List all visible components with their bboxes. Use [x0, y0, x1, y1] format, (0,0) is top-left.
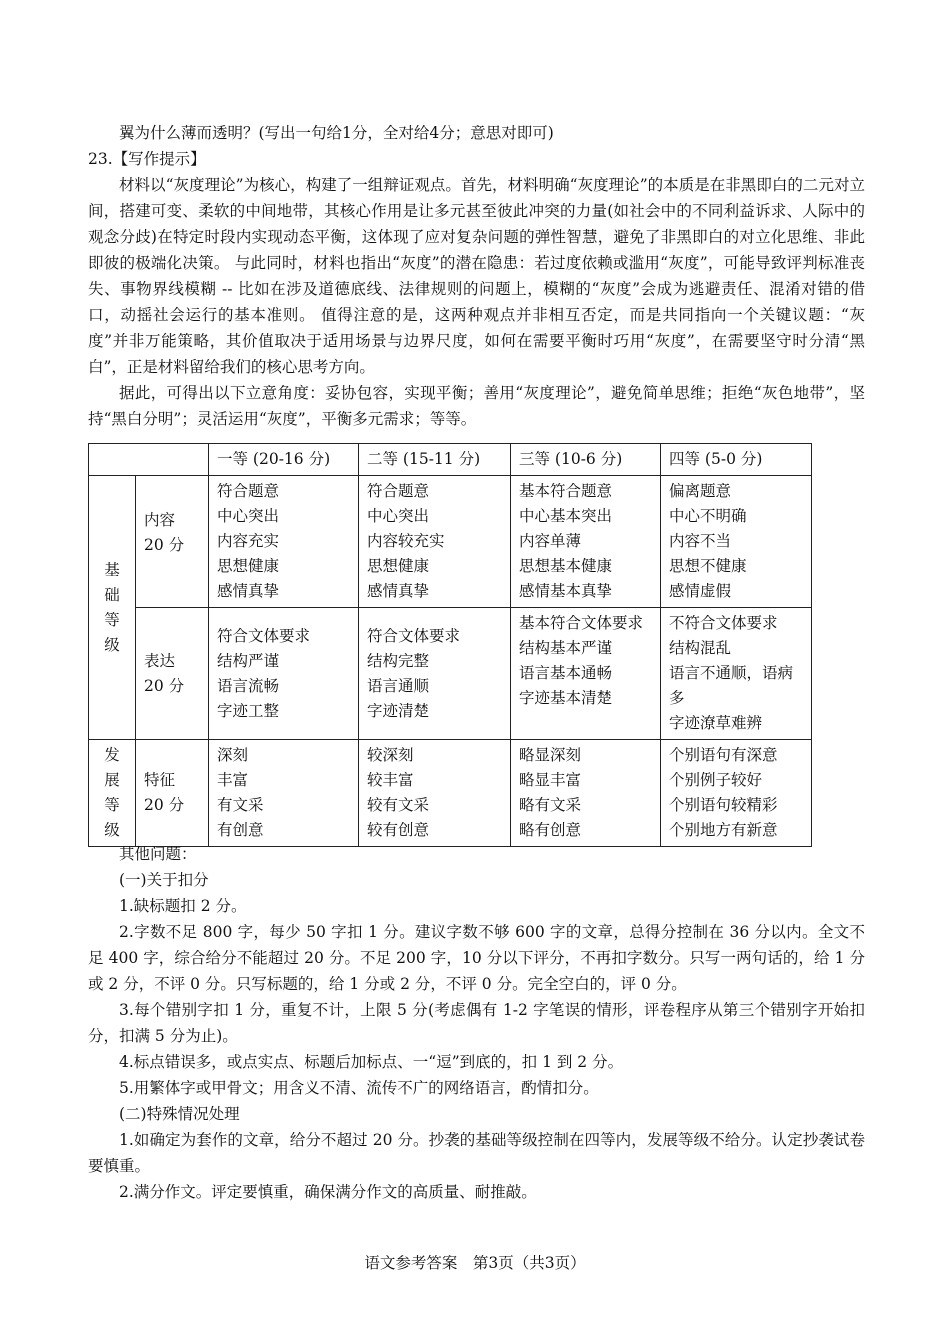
header-cell: 四等 (5-0 分): [661, 444, 812, 476]
table-cell: 基本符合文体要求 结构基本严谨 语言基本通畅 字迹基本清楚: [511, 608, 661, 740]
table-cell: 符合题意 中心突出 内容较充实 思想健康 感情真挚: [359, 476, 511, 608]
table-cell: 符合文体要求 结构完整 语言通顺 字迹清楚: [359, 608, 511, 740]
table-row: [89, 476, 812, 608]
table-header-row: [89, 444, 812, 476]
scoring-table: [88, 443, 812, 847]
answer-line: 翼为什么薄而透明？(写出一句给1分，全对给4分；意思对即可): [119, 124, 554, 142]
table-cell: 偏离题意 中心不明确 内容不当 思想不健康 感情虚假: [661, 476, 812, 608]
row-label: 内容 20 分: [136, 476, 209, 608]
rule-item: 4.标点错误多，或点实点、标题后加标点、一“逗”到底的，扣 1 到 2 分。: [119, 1053, 624, 1071]
angle-paragraph: 据此，可得出以下立意角度：妥协包容，实现平衡；善用“灰度理论”，避免简单思维；拒绝“灰色地带”，坚持“黑白分明”；灵活运用“灰度”，平衡多元需求；等等。: [88, 384, 865, 428]
subsection-title: (二)特殊情况处理: [119, 1105, 240, 1123]
table-cell: 符合题意 中心突出 内容充实 思想健康 感情真挚: [209, 476, 359, 608]
rule-item: 2.满分作文。评定要慎重，确保满分作文的高质量、耐推敲。: [119, 1183, 537, 1201]
prompt-paragraph: 材料以“灰度理论”为核心，构建了一组辩证观点。首先，材料明确“灰度理论”的本质是在非黑即白的二元对立间，搭建可变、柔软的中间地带，其核心作用是让多元甚至彼此冲突的力量(如社会中的不同利益诉求、人际中的观念分歧)在特定时段内实现动态平衡，这体现了应对复杂问题的弹性智慧，避免了非黑即白的对立化思维、非此即彼的极端化决策。 与此同时，材料也指出“灰度”的潜在隐患：若过度依赖或滥用“灰度”，可能导致评判标准丧失、事物界线模糊 -- 比如在涉及道德底线、法律规则的问题上，模糊的“灰度”会成为逃避责任、混淆对错的借口，动摇社会运行的基本准则。 值得注意的是，这两种观点并非相互否定，而是共同指向一个关键议题：“灰度”并非万能策略，其价值取决于适用场景与边界尺度，如何在需要平衡时巧用“灰度”，在需要坚守时分清“黑白”，正是材料留给我们的核心思考方向。: [88, 176, 865, 376]
question-heading: 23.【写作提示】: [88, 150, 206, 168]
header-cell: 三等 (10-6 分): [511, 444, 661, 476]
table-row: [89, 740, 812, 847]
row-label: 特征 20 分: [136, 740, 209, 847]
table-cell: 深刻 丰富 有文采 有创意: [209, 740, 359, 847]
page-footer: 语文参考答案 第3页（共3页）: [364, 1254, 586, 1272]
rule-item: 2.字数不足 800 字，每少 50 字扣 1 分。建议字数不够 600 字的文章，总得分控制在 36 分以内。全文不足 400 字，综合给分不能超过 20 分。不足 200 字，10 分以下评分，不再扣字数分。只写一两句话的，给 1 分或 2 分，不评 0 分。只写标题的，给 1 分或 2 分，不评 0 分。完全空白的，评 0 分。: [88, 923, 865, 993]
table-cell: 较深刻 较丰富 较有文采 较有创意: [359, 740, 511, 847]
table-cell: 符合文体要求 结构严谨 语言流畅 字迹工整: [209, 608, 359, 740]
rule-item: 1.缺标题扣 2 分。: [119, 897, 247, 915]
table-cell: 个别语句有深意 个别例子较好 个别语句较精彩 个别地方有新意: [661, 740, 812, 847]
subsection-title: (一)关于扣分: [119, 871, 209, 889]
table-corner: [89, 444, 209, 476]
header-cell: 一等 (20-16 分): [209, 444, 359, 476]
table-cell: 不符合文体要求 结构混乱 语言不通顺，语病多 字迹潦草难辨: [661, 608, 812, 740]
rule-item: 1.如确定为套作的文章，给分不超过 20 分。抄袭的基础等级控制在四等内，发展等级不给分。认定抄袭试卷要慎重。: [88, 1131, 865, 1175]
header-cell: 二等 (15-11 分): [359, 444, 511, 476]
rule-item: 3.每个错别字扣 1 分，重复不计，上限 5 分(考虑偶有 1-2 字笔误的情形，评卷程序从第三个错别字开始扣分，扣满 5 分为止)。: [88, 1001, 865, 1045]
table-cell: 基本符合题意 中心基本突出 内容单薄 思想基本健康 感情基本真挚: [511, 476, 661, 608]
row-label: 表达 20 分: [136, 608, 209, 740]
section-title: 其他问题：: [119, 845, 197, 863]
rule-item: 5.用繁体字或甲骨文；用含义不清、流传不广的网络语言，酌情扣分。: [119, 1079, 599, 1097]
writing-prompt-section: [88, 120, 865, 432]
table-row: [89, 608, 812, 740]
basic-level-label: 基 础 等 级: [89, 476, 136, 740]
table-cell: 略显深刻 略显丰富 略有文采 略有创意: [511, 740, 661, 847]
development-level-label: 发 展 等 级: [89, 740, 136, 847]
other-issues-section: [88, 841, 865, 1205]
